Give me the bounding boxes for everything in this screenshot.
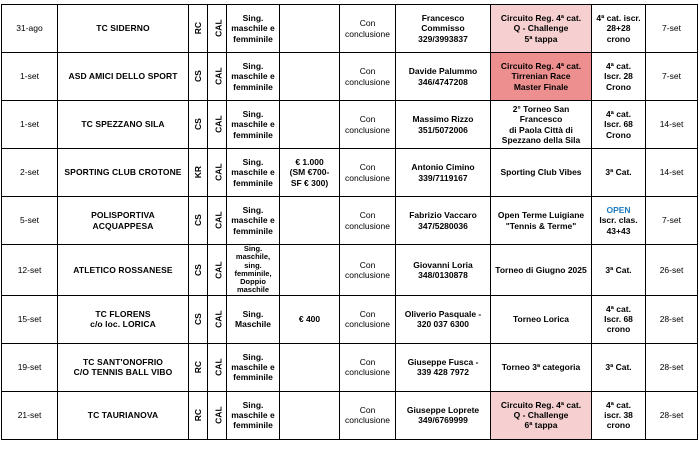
region-cell (208, 149, 227, 197)
category-line: Iscr. 28 (604, 71, 633, 82)
prize-cell (280, 343, 340, 391)
contact-line: 347/5280036 (418, 220, 468, 231)
tournament-line: Q - Challenge (513, 409, 569, 420)
mode-line: conclusione (345, 124, 390, 135)
club-cell (58, 149, 189, 197)
event-type-cell (227, 245, 280, 296)
table-row (2, 149, 698, 197)
contact-line: Davide Palummo (408, 66, 478, 77)
table-row (2, 53, 698, 101)
contact-line: 346/4747208 (418, 76, 468, 87)
date-text: 12-set (17, 264, 42, 275)
deadline-text: 28-set (659, 313, 684, 324)
region-text: CAL (213, 358, 224, 376)
province-cell (189, 245, 208, 296)
event-type-cell (227, 101, 280, 149)
region-text: CAL (213, 19, 224, 38)
category-line: 4ª cat. (606, 399, 631, 410)
category-line: 3ª Cat. (605, 264, 632, 275)
category-line: Iscr. 68 (604, 119, 633, 130)
date-text: 15-set (17, 313, 42, 324)
club-line: TC TAURIANOVA (87, 409, 159, 420)
club-cell (58, 295, 189, 343)
contact-cell (396, 391, 491, 439)
table-row (2, 5, 698, 53)
category-line: crono (606, 33, 631, 44)
type-line: maschile e (231, 361, 275, 372)
contact-line: Oliverio Pasquale - (404, 308, 482, 319)
mode-line: conclusione (345, 172, 390, 183)
region-text: CAL (213, 67, 224, 86)
event-type-cell (227, 197, 280, 245)
prov-text: CS (192, 214, 203, 227)
type-line: Sing. (242, 351, 264, 362)
mode-line: Con (359, 114, 376, 125)
tournament-name-cell (491, 391, 592, 439)
format-cell (340, 53, 396, 101)
club-line: ASD AMICI DELLO SPORT (68, 71, 178, 82)
table-row (2, 295, 698, 343)
mode-line: Con (359, 66, 376, 77)
club-line: TC SANT'ONOFRIO (82, 356, 164, 367)
event-type-cell (227, 295, 280, 343)
category-line: crono (606, 420, 631, 431)
date-text: 5-set (20, 215, 39, 226)
deadline-cell (646, 149, 698, 197)
tournament-line: Circuito Reg. 4ª cat. (500, 61, 582, 72)
tournament-line: "Tennis & Terme" (505, 220, 577, 231)
tournament-line: Torneo 3ª categoria (501, 361, 581, 372)
mode-line: Con (359, 259, 376, 270)
date-text: 21-set (17, 409, 42, 420)
contact-cell (396, 5, 491, 53)
tournament-line: Torneo di Giugno 2025 (495, 264, 587, 275)
region-text: CAL (213, 163, 224, 182)
format-cell (340, 295, 396, 343)
tournament-name-cell (491, 101, 592, 149)
region-text: CAL (213, 261, 224, 279)
date-text: 19-set (17, 361, 42, 372)
contact-line: 348/0130878 (418, 269, 468, 280)
province-cell (189, 149, 208, 197)
tournament-line: Torneo Lorica (512, 313, 570, 324)
type-line: Doppio (240, 277, 266, 286)
contact-line: Commisso (421, 23, 465, 34)
type-line: Maschile (235, 319, 271, 329)
contact-cell (396, 197, 491, 245)
type-line: femminile (233, 33, 273, 44)
prize-cell (280, 5, 340, 53)
date-cell (2, 53, 58, 101)
date-cell (2, 197, 58, 245)
region-text: CAL (213, 406, 224, 424)
contact-line: 339/7119167 (418, 172, 468, 183)
mode-line: Con (359, 356, 376, 367)
format-cell (340, 5, 396, 53)
category-line: 28+28 (606, 23, 631, 34)
contact-line: Giuseppe Loprete (406, 404, 480, 415)
region-cell (208, 245, 227, 296)
region-cell (208, 5, 227, 53)
deadline-cell (646, 295, 698, 343)
type-line: femminile, (234, 268, 272, 278)
format-cell (340, 343, 396, 391)
tournament-table (1, 4, 698, 440)
deadline-cell (646, 197, 698, 245)
category-cell (592, 101, 646, 149)
type-line: femminile (233, 177, 273, 188)
prov-text: CS (192, 263, 203, 276)
tournament-name-cell (491, 149, 592, 197)
tournament-name-cell (491, 53, 592, 101)
province-cell (189, 101, 208, 149)
mode-line: conclusione (345, 28, 390, 39)
province-cell (189, 197, 208, 245)
event-type-cell (227, 53, 280, 101)
date-cell (2, 391, 58, 439)
mode-line: Con (359, 162, 376, 173)
province-cell (189, 53, 208, 101)
table-row (2, 245, 698, 296)
prize-cell (280, 197, 340, 245)
contact-line: Fabrizio Vaccaro (409, 210, 477, 221)
prize-cell (280, 53, 340, 101)
event-type-cell (227, 391, 280, 439)
contact-line: Massimo Rizzo (412, 114, 474, 125)
type-line: femminile (233, 372, 273, 383)
tournament-line: Q - Challenge (513, 23, 569, 34)
type-line: maschile e (231, 71, 275, 82)
date-cell (2, 245, 58, 296)
mode-line: conclusione (345, 415, 390, 425)
prize-cell (280, 391, 340, 439)
tournament-line: Circuito Reg. 4ª cat. (500, 13, 582, 24)
category-cell (592, 391, 646, 439)
contact-line: 339 428 7972 (417, 367, 469, 377)
region-cell (208, 53, 227, 101)
type-line: femminile (233, 81, 273, 92)
club-line: POLISPORTIVA ACQUAPPESA (91, 210, 155, 231)
contact-cell (396, 101, 491, 149)
prov-text: CS (192, 313, 203, 325)
contact-line: Giuseppe Fusca - (407, 356, 479, 367)
type-line: femminile (233, 129, 273, 140)
date-cell (2, 343, 58, 391)
mode-line: Con (359, 308, 376, 319)
date-text: 2-set (20, 167, 39, 178)
contact-cell (396, 245, 491, 296)
open-badge: OPEN (606, 205, 631, 216)
format-cell (340, 245, 396, 296)
prize-line: (SM €700- (289, 167, 330, 178)
tournament-line: Sporting Club Vibes (500, 167, 582, 178)
deadline-cell (646, 101, 698, 149)
category-line: 3ª Cat. (605, 167, 632, 178)
tournament-line: Open Terme Luigiane (497, 210, 585, 221)
category-line: 4ª cat. (606, 109, 631, 120)
region-cell (208, 295, 227, 343)
region-text: CAL (213, 211, 224, 230)
tournament-line: 2° Torneo San Francesco (512, 104, 570, 125)
category-line: Crono (605, 81, 632, 92)
tournament-name-cell (491, 197, 592, 245)
deadline-text: 14-set (659, 167, 684, 178)
mode-line: conclusione (345, 269, 390, 280)
type-line: maschile e (231, 167, 275, 178)
date-text: 1-set (20, 119, 39, 130)
table-row (2, 197, 698, 245)
date-cell (2, 5, 58, 53)
mode-line: conclusione (345, 319, 390, 329)
prize-cell (280, 101, 340, 149)
prov-text: KR (192, 166, 203, 179)
format-cell (340, 101, 396, 149)
club-cell (58, 391, 189, 439)
prize-cell (280, 245, 340, 296)
prize-line: € 1.000 (295, 157, 324, 168)
club-cell (58, 101, 189, 149)
region-text: CAL (213, 310, 224, 328)
region-text: CAL (213, 115, 224, 134)
region-cell (208, 101, 227, 149)
category-cell (592, 149, 646, 197)
region-cell (208, 391, 227, 439)
tournament-line: Master Finale (513, 81, 569, 92)
deadline-text: 7-set (662, 23, 681, 34)
prize-line: SF € 300) (290, 177, 329, 188)
deadline-cell (646, 5, 698, 53)
format-cell (340, 197, 396, 245)
tournament-name-cell (491, 343, 592, 391)
tournament-line: 5ª tappa (524, 33, 558, 44)
format-cell (340, 149, 396, 197)
mode-line: Con (359, 18, 376, 29)
table-row (2, 391, 698, 439)
prov-text: RC (192, 408, 203, 422)
prize-line: € 400 (298, 313, 321, 324)
category-line: iscr. 38 (604, 409, 633, 420)
category-line: Crono (605, 129, 632, 140)
category-cell (592, 197, 646, 245)
tournament-name-cell (491, 295, 592, 343)
category-line: 4ª cat. (606, 303, 631, 314)
date-cell (2, 295, 58, 343)
prize-cell (280, 295, 340, 343)
contact-line: 349/6769999 (418, 415, 468, 425)
table-body (2, 5, 698, 440)
tournament-line: Circuito Reg. 4ª cat. (500, 399, 582, 410)
prov-text: CS (192, 118, 203, 131)
type-line: Sing. (242, 61, 264, 72)
contact-line: 320 037 6300 (417, 319, 469, 329)
contact-cell (396, 343, 491, 391)
club-cell (58, 197, 189, 245)
tournament-name-cell (491, 245, 592, 296)
contact-cell (396, 149, 491, 197)
prize-cell (280, 149, 340, 197)
type-line: Sing. (242, 13, 264, 24)
club-line: c/o loc. LORICA (90, 319, 156, 329)
club-cell (58, 53, 189, 101)
deadline-text: 7-set (662, 215, 681, 226)
club-line: TC SPEZZANO SILA (81, 119, 165, 130)
tournament-line: 6ª tappa (524, 420, 558, 431)
prov-text: CS (192, 70, 203, 83)
mode-line: conclusione (345, 76, 390, 87)
club-line: TC SIDERNO (96, 23, 150, 34)
type-line: Sing. (242, 205, 264, 216)
deadline-cell (646, 53, 698, 101)
type-line: Sing. (243, 244, 263, 253)
deadline-text: 14-set (659, 119, 684, 130)
type-line: Sing. (242, 399, 264, 410)
table-row (2, 101, 698, 149)
category-line: 43+43 (606, 225, 631, 236)
club-line: C/O TENNIS BALL VIBO (73, 367, 173, 377)
prov-text: RC (192, 360, 203, 374)
mode-line: conclusione (345, 220, 390, 231)
category-cell (592, 5, 646, 53)
tournament-line: di Paola Città di (509, 124, 573, 135)
type-line: femminile (233, 420, 273, 431)
type-line: Sing. (242, 109, 264, 120)
contact-line: Antonio Cimino (411, 162, 475, 173)
deadline-text: 28-set (659, 409, 684, 420)
prov-text: RC (192, 22, 203, 35)
tournament-line: Spezzano della Sila (501, 134, 581, 145)
category-cell (592, 245, 646, 296)
event-type-cell (227, 343, 280, 391)
deadline-text: 28-set (659, 361, 684, 372)
deadline-cell (646, 391, 698, 439)
date-cell (2, 149, 58, 197)
deadline-text: 7-set (662, 71, 681, 82)
event-type-cell (227, 149, 280, 197)
contact-line: 351/5072006 (418, 124, 468, 135)
category-cell (592, 343, 646, 391)
mode-line: Con (359, 210, 376, 221)
type-line: Sing. (242, 308, 264, 319)
contact-line: Giovanni Loria (413, 259, 473, 270)
category-line: Iscr. 68 (604, 313, 633, 324)
category-line: crono (606, 324, 631, 335)
province-cell (189, 391, 208, 439)
type-line: maschile e (231, 409, 275, 420)
type-line: sing. (244, 260, 262, 270)
province-cell (189, 343, 208, 391)
event-type-cell (227, 5, 280, 53)
format-cell (340, 391, 396, 439)
category-cell (592, 53, 646, 101)
category-line: 4ª cat. iscr. (596, 13, 641, 24)
date-text: 1-set (20, 71, 39, 82)
type-line: maschile (236, 285, 270, 295)
club-line: TC FLORENS (95, 308, 151, 319)
type-line: maschile e (231, 23, 275, 34)
tournament-line: Tirrenian Race (511, 71, 571, 82)
category-line: Iscr. clas. (599, 215, 638, 226)
category-line: 3ª Cat. (605, 361, 632, 372)
mode-line: conclusione (345, 367, 390, 377)
type-line: Sing. (242, 157, 264, 168)
contact-line: Francesco (421, 13, 465, 24)
club-line: ATLETICO ROSSANESE (73, 264, 173, 275)
club-cell (58, 245, 189, 296)
deadline-cell (646, 245, 698, 296)
type-line: femminile (233, 225, 273, 236)
type-line: maschile, (235, 252, 271, 262)
type-line: maschile e (231, 215, 275, 226)
club-cell (58, 343, 189, 391)
region-cell (208, 343, 227, 391)
club-cell (58, 5, 189, 53)
type-line: maschile e (231, 119, 275, 130)
date-text: 31-ago (16, 23, 43, 34)
category-line: 4ª cat. (606, 61, 631, 72)
table-row (2, 343, 698, 391)
contact-line: 329/3993837 (418, 33, 468, 44)
contact-cell (396, 295, 491, 343)
deadline-text: 26-set (659, 264, 684, 275)
club-line: SPORTING CLUB CROTONE (64, 167, 182, 178)
contact-cell (396, 53, 491, 101)
mode-line: Con (359, 404, 376, 415)
region-cell (208, 197, 227, 245)
date-cell (2, 101, 58, 149)
category-cell (592, 295, 646, 343)
tournament-name-cell (491, 5, 592, 53)
deadline-cell (646, 343, 698, 391)
province-cell (189, 295, 208, 343)
province-cell (189, 5, 208, 53)
